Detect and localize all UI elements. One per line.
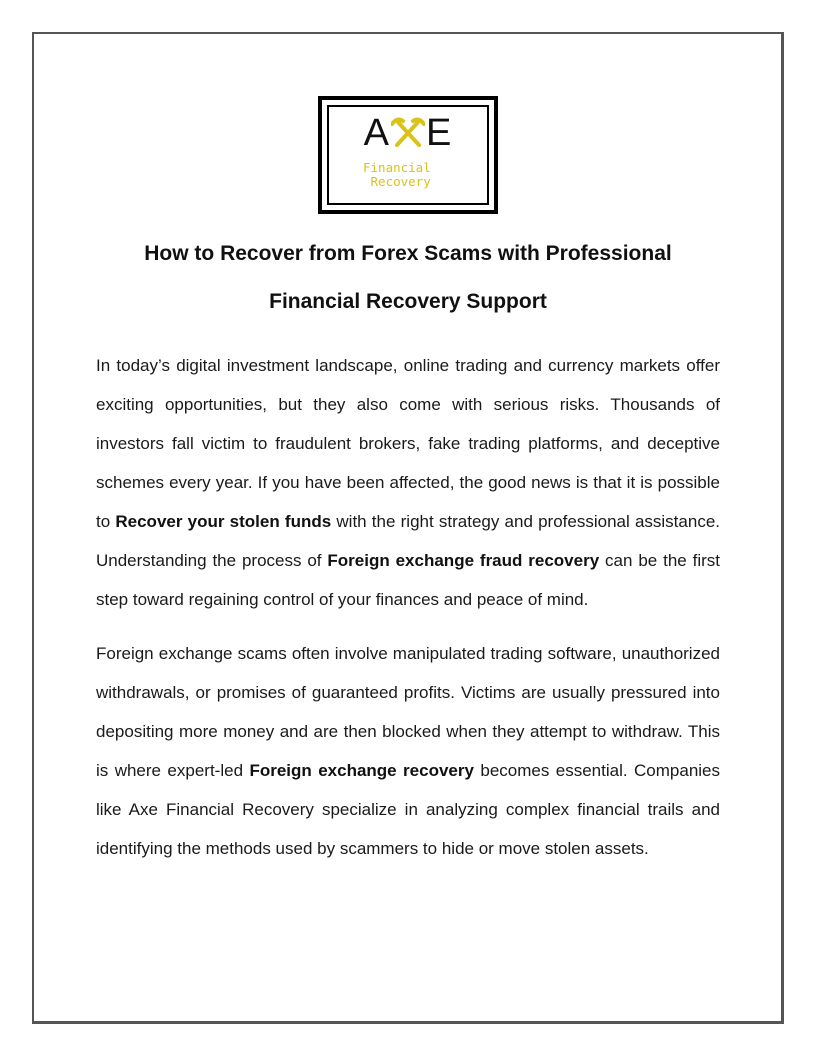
- logo-subtitle-line1: Financial: [363, 160, 431, 175]
- paragraph-text: becomes essential. Companies like Axe Financial Recovery specialize in analyzing complex financial trails and identifying the methods used by scammers to hide or move stolen assets.: [96, 761, 721, 858]
- logo-subtitle: [363, 161, 431, 189]
- logo-subtitle-line2: Recovery: [370, 174, 431, 189]
- paragraph-text: with the right strategy and professional assistance. Understanding the process of: [96, 512, 720, 570]
- company-logo: [318, 96, 498, 214]
- title-line-1: How to Recover from Forex Scams with Professional: [144, 242, 672, 265]
- forex-recovery-link[interactable]: Foreign exchange recovery: [249, 761, 474, 780]
- logo-wordmark: [322, 113, 494, 153]
- logo-letter-a: A: [363, 112, 390, 154]
- paragraph-text: can be the first step toward regaining control of your finances and peace of mind.: [96, 551, 720, 609]
- logo-letter-e: E: [426, 112, 453, 154]
- document-body: [96, 346, 720, 883]
- paragraph-text: Foreign exchange scams often involve manipulated trading software, unauthorized withdrawals, or promises of guaranteed profits. Victims are usually pressured into depositing more money and are then blocked when they attempt to withdraw. This is where expert-led: [96, 644, 720, 780]
- paragraph-text: In today’s digital investment landscape, online trading and currency markets offer exciting opportunities, but they also come with serious risks. Thousands of investors fall victim to fraudulent brokers, fake trading platforms, and deceptive schemes every year. If you have been affected, the good news is that it is possible to: [96, 356, 720, 531]
- document-title: [96, 230, 720, 326]
- paragraph-scams: [96, 634, 720, 868]
- paragraph-intro: [96, 346, 720, 619]
- recover-stolen-funds-link[interactable]: Recover your stolen funds: [115, 512, 332, 531]
- forex-fraud-recovery-link[interactable]: Foreign exchange fraud recovery: [327, 551, 600, 570]
- title-line-2: Financial Recovery Support: [269, 290, 547, 313]
- crossed-pickaxes-icon: [391, 117, 425, 147]
